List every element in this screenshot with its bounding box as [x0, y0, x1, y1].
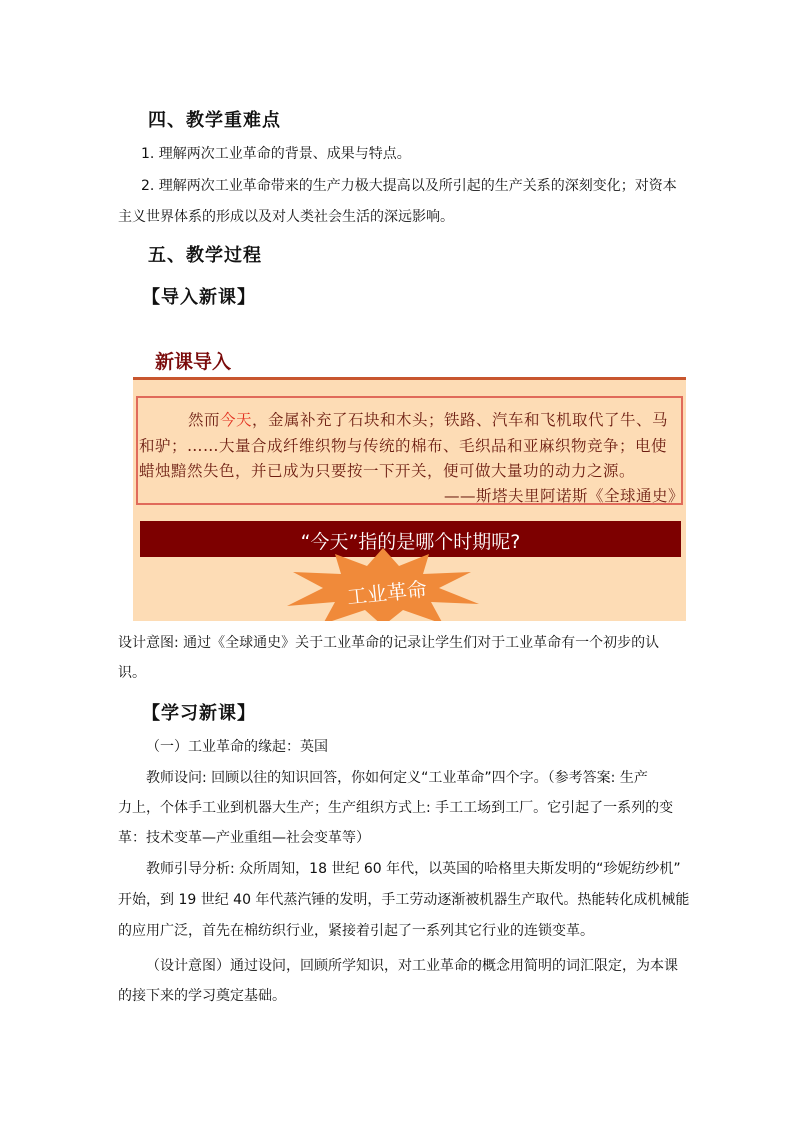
slide-header-divider — [133, 377, 686, 380]
design-intent-1-line1: 设计意图: 通过《全球通史》关于工业革命的记录让学生们对于工业革命有一个初步的认 — [118, 635, 660, 651]
design-intent-1-line2: 识。 — [118, 665, 146, 681]
teacher-analysis-line1: 教师引导分析: 众所周知，18 世纪 60 年代，以英国的哈格里夫斯发明的“珍妮纺纱机” — [146, 861, 681, 877]
teacher-question-line1: 教师设问: 回顾以往的知识回答，你如何定义“工业革命”四个字。（参考答案: 生产 — [146, 770, 648, 786]
quote-highlight: 今天 — [220, 411, 253, 429]
section4-item-2-line1: 2. 理解两次工业革命带来的生产力极大提高以及所引起的生产关系的深刻变化；对资本 — [141, 178, 677, 194]
learn-heading: 【学习新课】 — [142, 703, 256, 724]
teacher-question-line2: 力上，个体手工业到机器大生产；生产组织方式上: 手工工场到工厂。它引起了一系列的变 — [118, 800, 674, 816]
section4-heading: 四、教学重难点 — [148, 110, 281, 131]
section5-heading: 五、教学过程 — [148, 245, 262, 266]
intro-slide-image — [133, 316, 686, 621]
section4-item-1: 1. 理解两次工业革命的背景、成果与特点。 — [141, 146, 411, 162]
design-intent-2-line2: 的接下来的学习奠定基础。 — [118, 988, 286, 1004]
teacher-analysis-line3: 的应用广泛，首先在棉纺织行业，紧接着引起了一系列其它行业的连锁变革。 — [118, 923, 594, 939]
starburst-icon — [283, 544, 483, 621]
section4-item-2-line2: 主义世界体系的形成以及对人类社会生活的深远影响。 — [118, 209, 454, 225]
subsection-1: （一）工业革命的缘起：英国 — [146, 739, 328, 755]
answer-text: 工业革命 — [345, 576, 428, 610]
quote-line-1: 然而今天，金属补充了石块和木头；铁路、汽车和飞机取代了牛、马 — [188, 411, 669, 429]
quote-line-3: 蜡烛黯然失色，并已成为只要按一下开关，便可做大量功的动力之源。 — [139, 462, 636, 480]
intro-heading: 【导入新课】 — [142, 287, 256, 308]
question-text: “今天”指的是哪个时期呢? — [300, 531, 521, 553]
teacher-analysis-line2: 开始，到 19 世纪 40 年代蒸汽锤的发明，手工劳动逐渐被机器生产取代。热能转化成机械能 — [118, 892, 690, 908]
slide-title: 新课导入 — [155, 351, 232, 373]
design-intent-2-line1: （设计意图）通过设问，回顾所学知识，对工业革命的概念用简明的词汇限定，为本课 — [146, 958, 678, 974]
quote-line-2: 和驴；……大量合成纤维织物与传统的棉布、毛织品和亚麻织物竞争；电使 — [139, 437, 668, 455]
teacher-question-line3: 革：技术变革—产业重组—社会变革等） — [118, 830, 370, 846]
quote-source: ——斯塔夫里阿诺斯《全球通史》 — [444, 487, 685, 505]
